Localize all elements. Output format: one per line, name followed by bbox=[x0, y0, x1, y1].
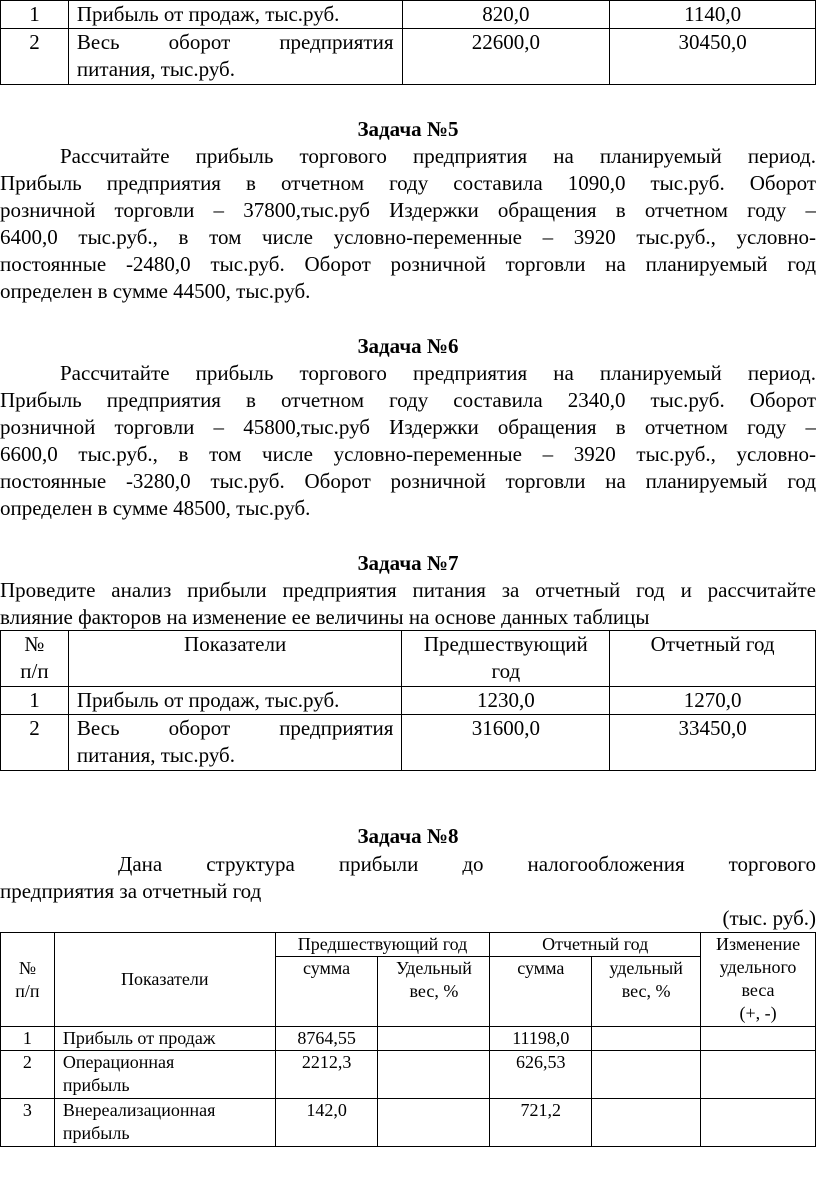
row-number: 2 bbox=[1, 1051, 55, 1099]
indicator-name-line: Внереализационная bbox=[62, 1100, 216, 1120]
curr-sum-value: 626,53 bbox=[490, 1051, 592, 1099]
indicator-name: Прибыль от продаж, тыс.руб. bbox=[68, 687, 402, 715]
header-prev-year-line: Предшествующий bbox=[423, 632, 588, 656]
current-year-value: 1270,0 bbox=[610, 687, 816, 715]
indicator-name bbox=[54, 1099, 275, 1147]
header-curr-share bbox=[592, 957, 701, 1027]
header-prev-share-line: Удельный bbox=[395, 958, 472, 978]
text-line: определен в сумме 44500, тыс.руб. bbox=[0, 279, 311, 303]
indicator-name: Прибыль от продаж, тыс.руб. bbox=[68, 1, 402, 29]
text-line: 6600,0 тыс.руб., в том числе условно-переменные – 3920 тыс.руб., условно- bbox=[0, 442, 816, 466]
table-row bbox=[1, 687, 816, 715]
top-table bbox=[0, 0, 816, 85]
header-indicators: Показатели bbox=[68, 631, 402, 687]
header-curr-sum: сумма bbox=[490, 957, 592, 1027]
table-header-row bbox=[1, 631, 816, 687]
header-number-line: п/п bbox=[15, 980, 40, 1001]
header-share-change-line: (+, -) bbox=[739, 1003, 777, 1023]
header-share-change-line: удельного bbox=[719, 957, 797, 977]
task7-title: Задача №7 bbox=[357, 551, 459, 575]
header-number bbox=[1, 933, 55, 1027]
table-row bbox=[1, 715, 816, 771]
header-prev-year-line: год bbox=[491, 659, 521, 683]
indicator-name-line: Весь оборот предприятия bbox=[76, 30, 394, 54]
row-number: 2 bbox=[1, 29, 69, 85]
share-change-value bbox=[701, 1027, 816, 1051]
table-row bbox=[1, 1051, 816, 1099]
curr-share-value bbox=[592, 1099, 701, 1147]
curr-sum-value: 11198,0 bbox=[490, 1027, 592, 1051]
indicator-name-line: Операционная bbox=[62, 1052, 175, 1072]
task7-table bbox=[0, 630, 816, 771]
prev-share-value bbox=[378, 1051, 490, 1099]
curr-share-value bbox=[592, 1051, 701, 1099]
curr-sum-value: 721,2 bbox=[490, 1099, 592, 1147]
indicator-name bbox=[54, 1051, 275, 1099]
task8-title: Задача №8 bbox=[357, 824, 459, 848]
prev-year-value: 820,0 bbox=[402, 1, 610, 29]
current-year-value: 30450,0 bbox=[610, 29, 816, 85]
header-prev-share-line: вес, % bbox=[409, 981, 459, 1001]
row-number: 1 bbox=[1, 1, 69, 29]
row-number: 1 bbox=[1, 687, 69, 715]
header-number-line: п/п bbox=[20, 659, 49, 683]
task5-text bbox=[0, 143, 816, 305]
prev-sum-value: 142,0 bbox=[275, 1099, 378, 1147]
task6-text bbox=[0, 360, 816, 522]
header-share-change-line: Изменение bbox=[715, 934, 801, 954]
text-line: влияние факторов на изменение ее величины на основе данных таблицы bbox=[0, 605, 650, 629]
indicator-name-line: питания, тыс.руб. bbox=[76, 743, 235, 767]
share-change-value bbox=[701, 1099, 816, 1147]
table-header-row bbox=[1, 933, 816, 957]
text-line: розничной торговли – 45800,тыс.руб Издержки обращения в отчетном году – bbox=[0, 415, 816, 439]
task5-title: Задача №5 bbox=[357, 117, 459, 141]
header-current-year: Отчетный год bbox=[490, 933, 701, 957]
text-line: 6400,0 тыс.руб., в том числе условно-переменные – 3920 тыс.руб., условно- bbox=[0, 225, 816, 249]
prev-year-value: 1230,0 bbox=[402, 687, 610, 715]
prev-sum-value: 2212,3 bbox=[275, 1051, 378, 1099]
task8-text bbox=[0, 851, 816, 905]
table-row bbox=[1, 1027, 816, 1051]
text-line: Дана структура прибыли до налогообложения торгового bbox=[118, 852, 816, 876]
unit-label: (тыс. руб.) bbox=[722, 906, 816, 930]
prev-share-value bbox=[378, 1099, 490, 1147]
indicator-name bbox=[68, 29, 402, 85]
header-prev-year bbox=[402, 631, 610, 687]
header-share-change bbox=[701, 933, 816, 1027]
prev-share-value bbox=[378, 1027, 490, 1051]
table-row bbox=[1, 29, 816, 85]
text-line: определен в сумме 48500, тыс.руб. bbox=[0, 496, 311, 520]
task8-table bbox=[0, 932, 816, 1147]
prev-year-value: 31600,0 bbox=[402, 715, 610, 771]
header-number-line: № bbox=[18, 957, 37, 978]
task6-title: Задача №6 bbox=[357, 334, 459, 358]
header-curr-share-line: вес, % bbox=[621, 981, 671, 1001]
task7-text bbox=[0, 577, 816, 631]
indicator-name-line: прибыль bbox=[62, 1075, 130, 1095]
header-number-line: № bbox=[24, 632, 45, 656]
current-year-value: 33450,0 bbox=[610, 715, 816, 771]
header-curr-share-line: удельный bbox=[609, 958, 683, 978]
text-line: предприятия за отчетный год bbox=[0, 879, 262, 903]
row-number: 3 bbox=[1, 1099, 55, 1147]
text-line: Рассчитайте прибыль торгового предприятия на планируемый период. bbox=[60, 144, 816, 168]
table-row bbox=[1, 1099, 816, 1147]
header-prev-sum: сумма bbox=[275, 957, 378, 1027]
header-current-year: Отчетный год bbox=[610, 631, 816, 687]
share-change-value bbox=[701, 1051, 816, 1099]
current-year-value: 1140,0 bbox=[610, 1, 816, 29]
indicator-name: Прибыль от продаж bbox=[54, 1027, 275, 1051]
header-number bbox=[1, 631, 69, 687]
text-line: Рассчитайте прибыль торгового предприятия на планируемый период. bbox=[60, 361, 816, 385]
header-indicators: Показатели bbox=[54, 933, 275, 1027]
indicator-name-line: прибыль bbox=[62, 1123, 130, 1143]
indicator-name-line: питания, тыс.руб. bbox=[76, 57, 235, 81]
text-line: Прибыль предприятия в отчетном году составила 2340,0 тыс.руб. Оборот bbox=[0, 388, 816, 412]
text-line: Проведите анализ прибыли предприятия питания за отчетный год и рассчитайте bbox=[0, 578, 816, 602]
text-line: постоянные -3280,0 тыс.руб. Оборот розничной торговли на планируемый год bbox=[0, 469, 816, 493]
indicator-name-line: Весь оборот предприятия bbox=[76, 716, 394, 740]
table-row bbox=[1, 1, 816, 29]
text-line: постоянные -2480,0 тыс.руб. Оборот розничной торговли на планируемый год bbox=[0, 252, 816, 276]
header-prev-year: Предшествующий год bbox=[275, 933, 490, 957]
row-number: 1 bbox=[1, 1027, 55, 1051]
row-number: 2 bbox=[1, 715, 69, 771]
text-line: розничной торговли – 37800,тыс.руб Издержки обращения в отчетном году – bbox=[0, 198, 816, 222]
prev-sum-value: 8764,55 bbox=[275, 1027, 378, 1051]
indicator-name bbox=[68, 715, 402, 771]
header-share-change-line: веса bbox=[741, 980, 775, 1000]
prev-year-value: 22600,0 bbox=[402, 29, 610, 85]
text-line: Прибыль предприятия в отчетном году составила 1090,0 тыс.руб. Оборот bbox=[0, 171, 816, 195]
header-prev-share bbox=[378, 957, 490, 1027]
curr-share-value bbox=[592, 1027, 701, 1051]
